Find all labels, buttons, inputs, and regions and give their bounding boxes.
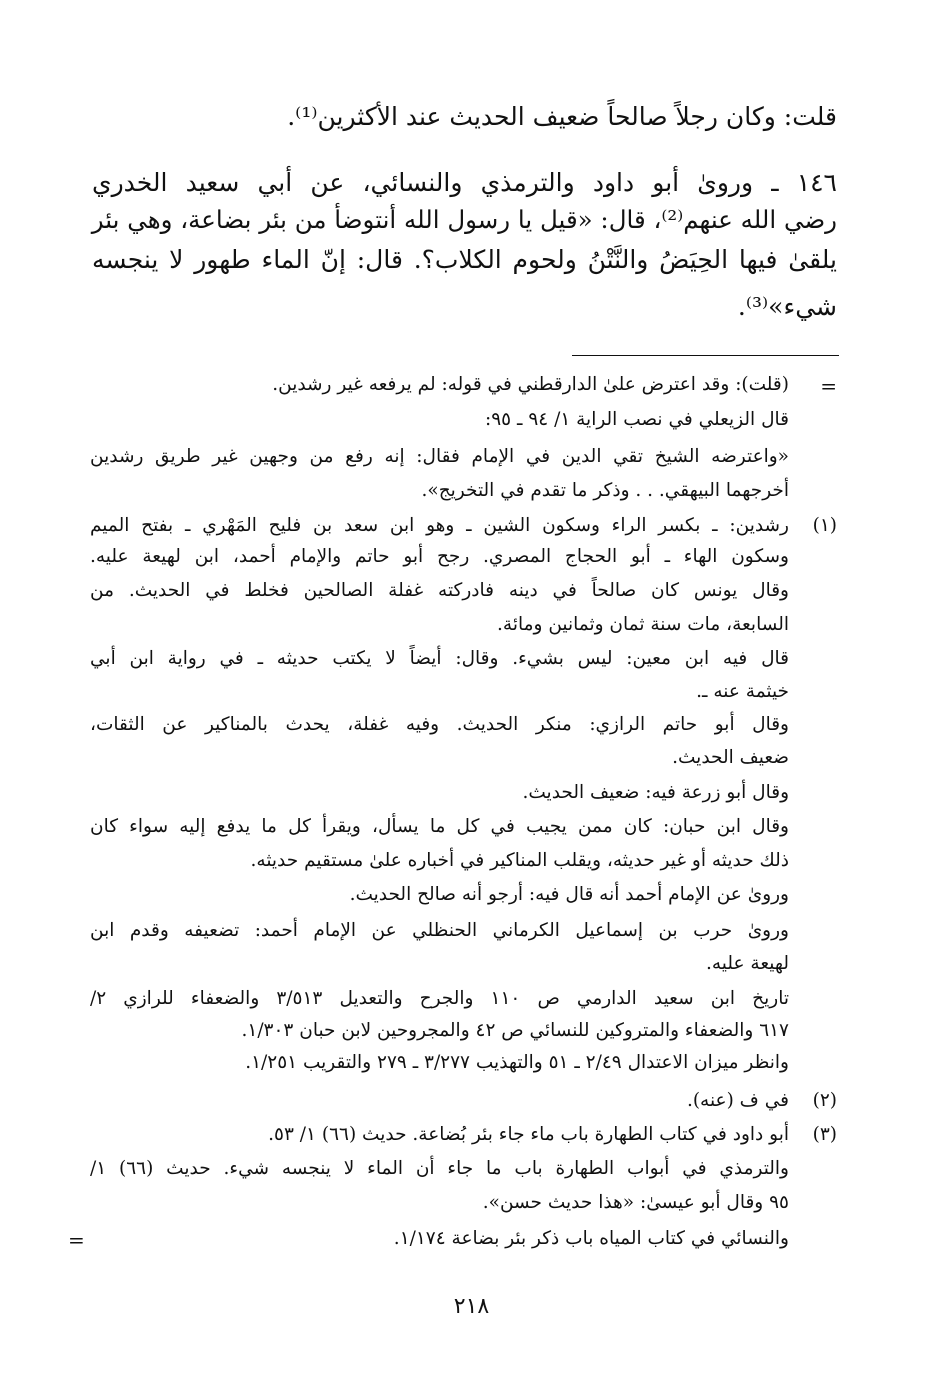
- footnote-line: ٩٥ وقال أبو عيسىٰ: «هذا حديث حسن».: [482, 1192, 789, 1213]
- footnote-line: «واعترضه الشيخ تقي الدين في الإمام فقال: إنه رفع من وجهين غير طريق رشدين: [90, 446, 789, 467]
- footnote-line: ضعيف الحديث.: [672, 747, 789, 768]
- footnote-line: ٦١٧ والضعفاء والمتروكين للنسائي ص ٤٢ والمجروحين لابن حبان ١/٣٠٣.: [241, 1020, 789, 1041]
- footnote-line: وروىٰ عن الإمام أحمد أنه قال فيه: أرجو أنه صالح الحديث.: [349, 884, 789, 905]
- footnote-line: والنسائي في كتاب المياه باب ذكر بئر بضاعة ١/١٧٤.: [393, 1228, 789, 1249]
- main-text-line: رضي الله عنهم⁽²⁾، قال: «قيل يا رسول الله أنتوضأ من بئر بضاعة، وهي بئر: [91, 205, 837, 234]
- footnote-line: وقال ابن حبان: كان ممن يجيب في كل ما يسأل، ويقرأ كل ما يدفع إليه سواء كان: [90, 816, 789, 837]
- footnote-line: السابعة، مات سنة ثمان وثمانين ومائة.: [497, 614, 789, 635]
- page-number: ٢١٨: [453, 1294, 490, 1319]
- footnote-number: (٢): [812, 1090, 837, 1111]
- footnote-line: وقال يونس كان صالحاً في دينه فادركته غفلة الصالحين فخلط في الحديث. من: [90, 580, 789, 601]
- footnote-line: وانظر ميزان الاعتدال ٢/٤٩ ـ ٥١ والتهذيب ٣/٢٧٧ ـ ٢٧٩ والتقريب ١/٢٥١.: [245, 1052, 789, 1073]
- footnote-line: خيثمة عنه ـ.: [696, 681, 789, 702]
- footnote-separator: [572, 355, 839, 356]
- footnote-line: رشدين: ـ بكسر الراء وسكون الشين ـ وهو ابن سعد بن فليح المَهْري ـ بفتح الميم: [90, 515, 789, 536]
- footnote-line: تاريخ ابن سعيد الدارمي ص ١١٠ والجرح والتعديل ٣/٥١٣ والضعفاء للرازي ٢/: [90, 988, 789, 1009]
- footnote-line: أخرجهما البيهقي. . . وذكر ما تقدم في التخريج».: [421, 480, 789, 501]
- footnote-line: ذلك حديثه أو غير حديثه، ويقلب المناكير في أخباره علىٰ مستقيم حديثه.: [250, 850, 789, 871]
- footnote-number: (١): [812, 515, 837, 536]
- footnote-line: والترمذي في أبواب الطهارة باب ما جاء أن الماء لا ينجسه شيء. حديث (٦٦) ١/: [90, 1158, 789, 1179]
- footnote-number: (٣): [812, 1124, 837, 1145]
- footnote-line: وقال أبو زرعة فيه: ضعيف الحديث.: [522, 782, 789, 803]
- main-text-line: قلت: وكان رجلاً صالحاً ضعيف الحديث عند الأكثرين⁽¹⁾.: [287, 102, 837, 131]
- footnote-line: في ف (عنه).: [686, 1090, 789, 1111]
- continuation-mark: =: [820, 374, 837, 398]
- footnote-line: (قلت): وقد اعترض علىٰ الدارقطني في قوله: لم يرفعه غير رشدين.: [272, 374, 789, 395]
- main-text-line: ١٤٦ ـ وروىٰ أبو داود والترمذي والنسائي، عن أبي سعيد الخدري: [92, 168, 837, 197]
- end-continuation-mark: =: [68, 1228, 85, 1252]
- main-text-line: يلقىٰ فيها الحِيَضُ والنَّتْنُ ولحوم الكلاب؟. قال: إنّ الماء طهور لا ينجسه: [92, 245, 837, 274]
- footnote-line: وقال أبو حاتم الرازي: منكر الحديث. وفيه غفلة، يحدث بالمناكير عن الثقات،: [90, 714, 789, 735]
- footnote-line: قال فيه ابن معين: ليس بشيء. وقال: أيضاً لا يكتب حديثه ـ في رواية ابن أبي: [90, 648, 789, 669]
- footnote-line: قال الزيعلي في نصب الراية ١/ ٩٤ ـ ٩٥:: [485, 409, 789, 430]
- main-text-line: شيء»⁽³⁾.: [737, 292, 837, 321]
- footnote-line: أبو داود في كتاب الطهارة باب ماء جاء بئر بُضاعة. حديث (٦٦) ١/ ٥٣.: [268, 1124, 789, 1145]
- footnote-line: لهيعة عليه.: [705, 953, 789, 974]
- footnote-line: وسكون الهاء ـ أبو الحجاج المصري. رجح أبو حاتم والإمام أحمد، ابن لهيعة عليه.: [90, 546, 789, 567]
- footnote-line: وروىٰ حرب بن إسماعيل الكرماني الحنظلي عن الإمام أحمد: تضعيفه وقدم ابن: [90, 920, 789, 941]
